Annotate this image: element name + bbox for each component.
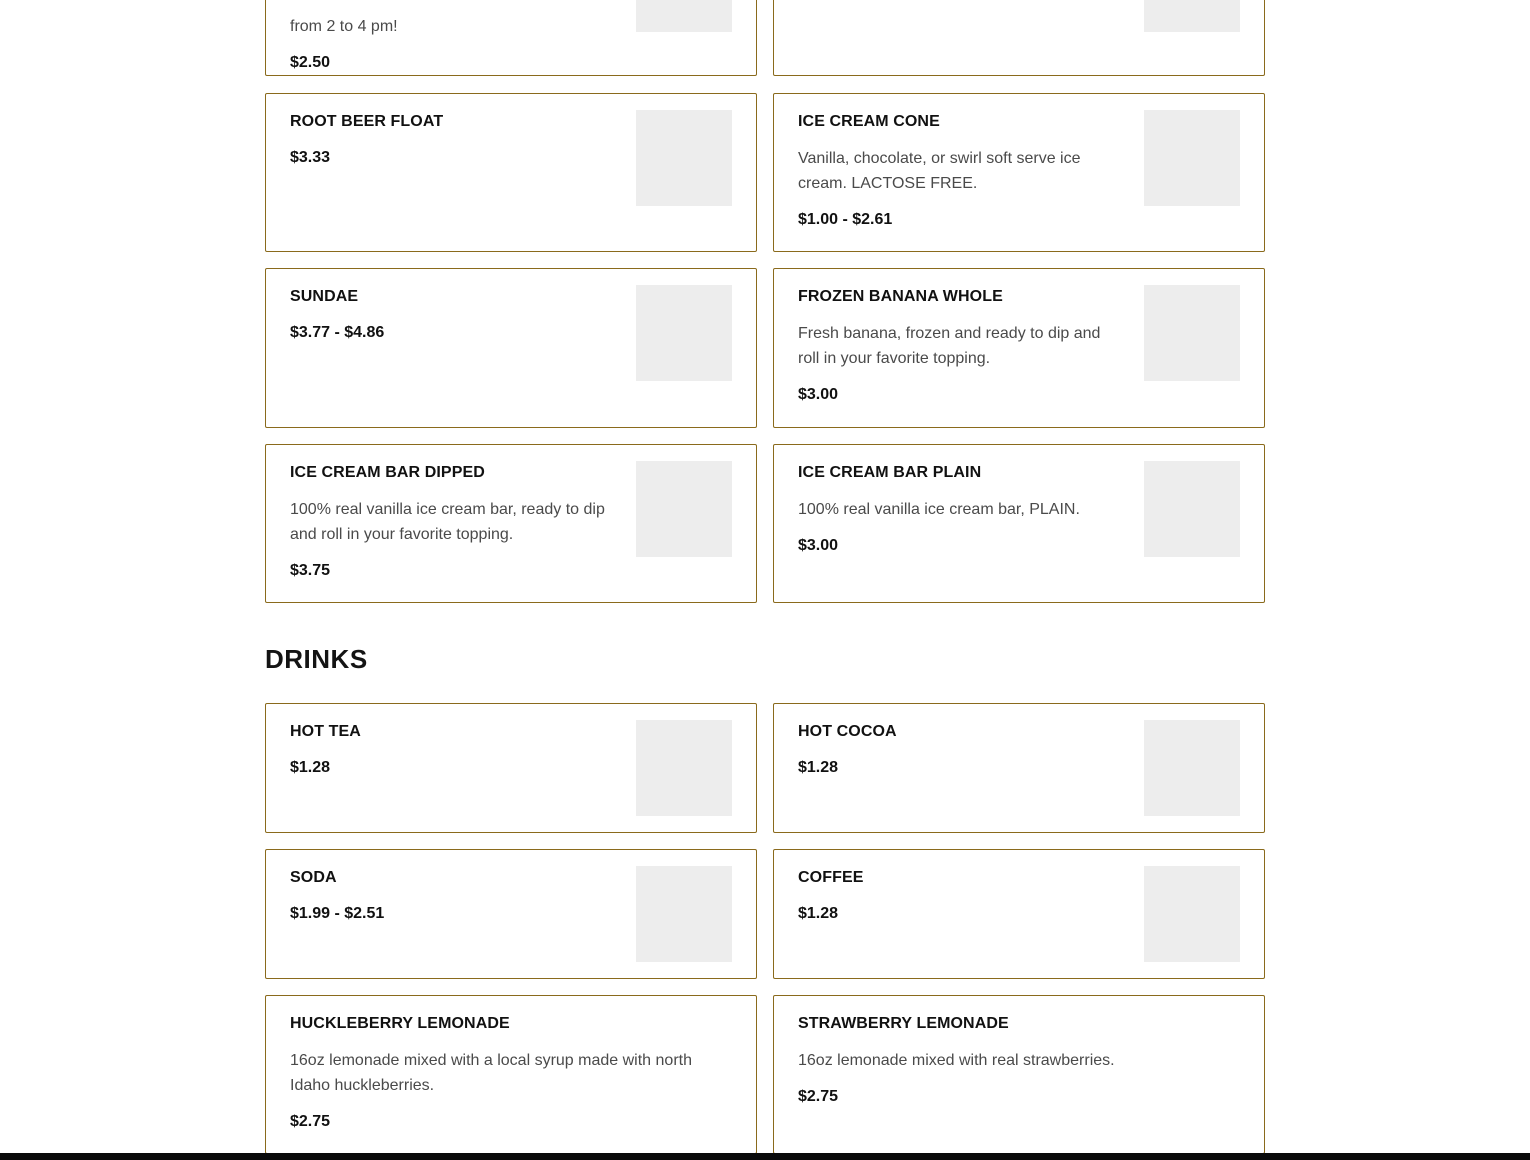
menu-grid-desserts [265,93,1265,603]
menu-item-info [290,0,636,71]
menu-item-name: ROOT BEER FLOAT [290,113,444,130]
menu-item-price: $1.99 - $2.51 [290,905,385,922]
menu-item-image [636,0,732,32]
menu-item-image [1144,285,1240,381]
section-title-drinks: DRINKS [265,644,368,674]
menu-item-image [636,866,732,962]
menu-item-name: SUNDAE [290,288,359,305]
menu-item-image [636,720,732,816]
menu-item-price: $1.28 [798,759,839,776]
menu-item-name: STRAWBERRY LEMONADE [798,1015,1009,1032]
menu-item-image [1144,110,1240,206]
menu-item-info [798,720,1144,814]
menu-item-image [1144,0,1240,32]
menu-item-description: 100% real vanilla ice cream bar, ready to dip and roll in your favorite topping. [290,501,605,543]
menu-item-info [290,110,636,233]
menu-item-image [1144,720,1240,816]
menu-item-card[interactable] [265,444,757,603]
menu-item-name: SODA [290,869,337,886]
menu-item-price: $2.50 [290,54,331,71]
menu-item-info [290,285,636,409]
menu-item-card[interactable] [265,703,757,833]
menu-item-name: HOT TEA [290,723,361,740]
menu-item-name: COFFEE [798,869,864,886]
menu-item-name: ICE CREAM BAR PLAIN [798,464,982,481]
menu-item-description: 100% real vanilla ice cream bar, PLAIN. [798,501,1080,518]
menu-item-info [798,285,1144,409]
menu-item-description: from 2 to 4 pm! [290,18,398,35]
menu-item-info [798,0,1144,57]
menu-item-price: $1.28 [290,759,331,776]
menu-item-card[interactable] [265,93,757,252]
menu-item-name: FROZEN BANANA WHOLE [798,288,1003,305]
menu-item-card[interactable] [265,0,757,76]
menu-item-price: $2.75 [798,1088,839,1105]
menu-item-card[interactable] [265,849,757,979]
menu-grid-drinks [265,703,1265,1154]
menu-item-card[interactable] [265,268,757,428]
menu-item-info [798,866,1144,960]
menu-item-card[interactable] [773,0,1265,76]
menu-item-price: $3.00 [798,386,839,403]
menu-item-card[interactable] [265,995,757,1154]
menu-item-name: HOT COCOA [798,723,897,740]
menu-item-name: ICE CREAM CONE [798,113,940,130]
menu-item-info [290,720,636,814]
menu-item-image [1144,866,1240,962]
menu-item-image [636,110,732,206]
menu-item-description: 16oz lemonade mixed with a local syrup made with north Idaho huckleberries. [290,1052,692,1094]
menu-item-info [290,866,636,960]
menu-item-info [290,461,636,584]
menu-item-card[interactable] [773,849,1265,979]
menu-item-price: $3.33 [290,149,331,166]
menu-item-description: Fresh banana, frozen and ready to dip and roll in your favorite topping. [798,325,1101,367]
menu-item-price: $1.00 - $2.61 [798,211,893,228]
menu-item-description: 16oz lemonade mixed with real strawberries. [798,1052,1115,1069]
menu-item-info [798,461,1144,584]
menu-item-price: $3.75 [290,562,331,579]
menu-item-card[interactable] [773,444,1265,603]
menu-item-price: $3.77 - $4.86 [290,324,385,341]
menu-item-card[interactable] [773,703,1265,833]
menu-item-description: Vanilla, chocolate, or swirl soft serve ice cream. LACTOSE FREE. [798,150,1081,192]
menu-item-name: ICE CREAM BAR DIPPED [290,464,485,481]
menu-item-card[interactable] [773,93,1265,252]
menu-item-price: $1.28 [798,905,839,922]
menu-item-image [1144,461,1240,557]
menu-item-image [636,285,732,381]
menu-item-info [290,1012,732,1135]
menu-item-info [798,1012,1240,1135]
menu-item-price: $3.00 [798,537,839,554]
menu-item-image [636,461,732,557]
menu-grid-top [265,0,1265,76]
menu-item-name: HUCKLEBERRY LEMONADE [290,1015,510,1032]
menu-item-card[interactable] [773,995,1265,1154]
menu-item-card[interactable] [773,268,1265,428]
menu-item-price: $2.75 [290,1113,331,1130]
menu-item-info [798,110,1144,233]
bottom-bar [0,1153,1530,1160]
